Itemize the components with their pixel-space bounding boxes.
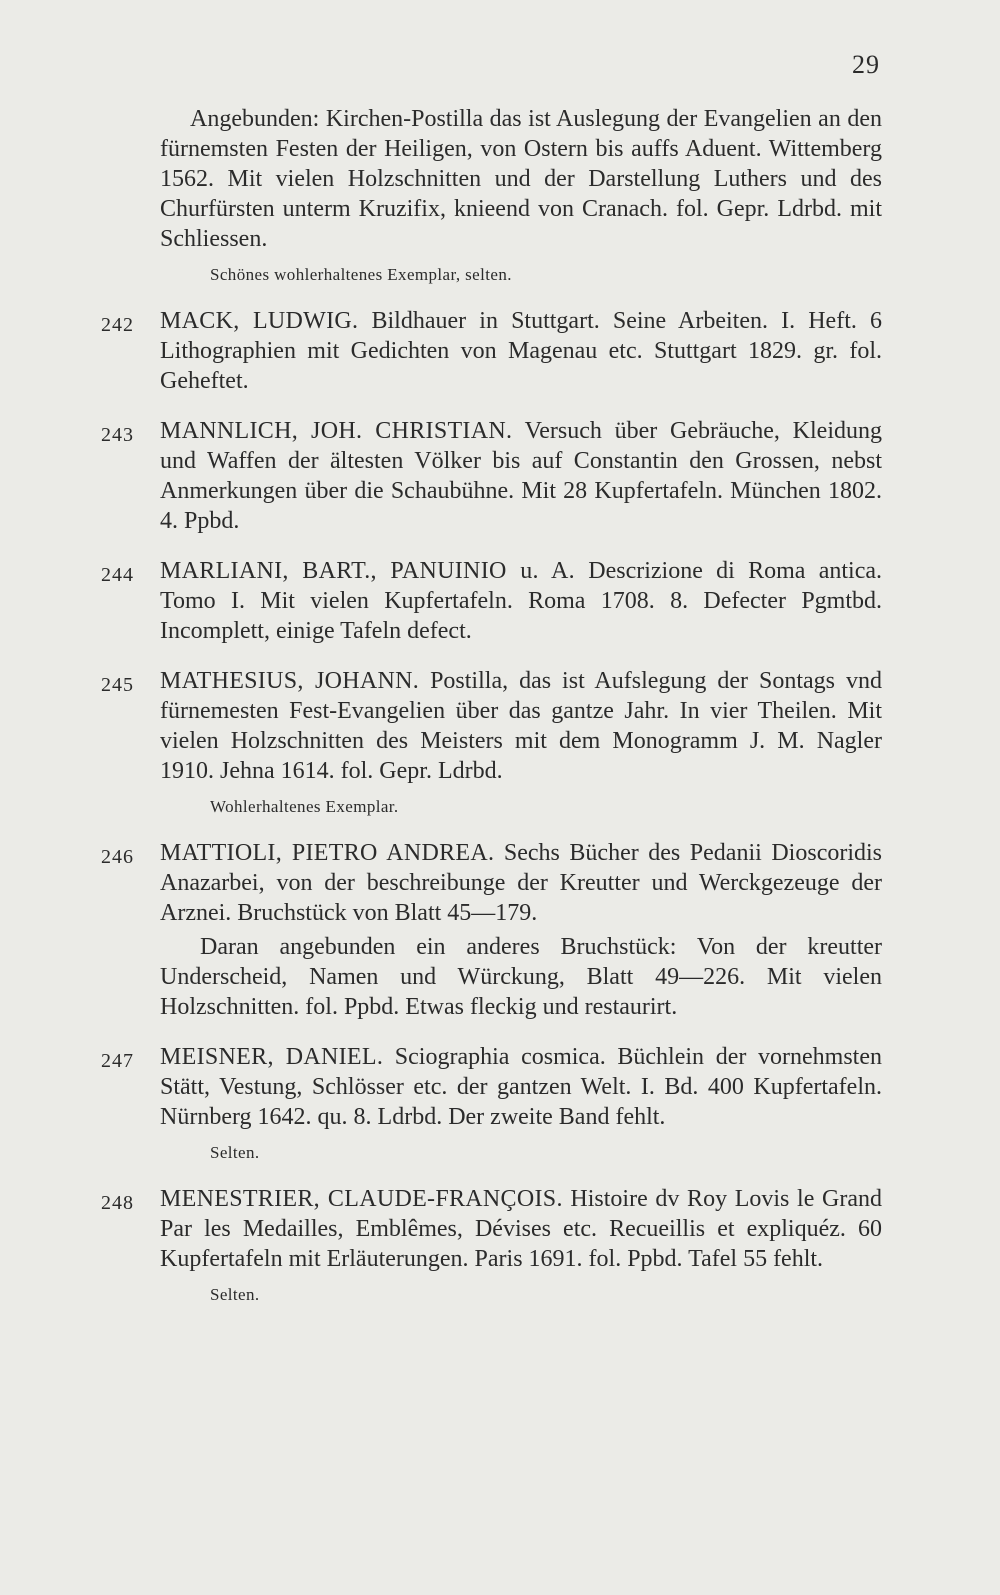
entry-body xyxy=(160,306,882,396)
intro-continuation xyxy=(160,104,882,286)
entry-description: Histoire dv Roy Lovis le Grand Par les Medailles, Emblêmes, Dévises etc. Recueillis et expliquéz. 60 Kupfertafeln mit Erläuterungen. Paris 1691. fol. Ppbd. Tafel 55 fehlt. xyxy=(160,1186,883,1272)
entry-heading: MATHESIUS, JOHANN. xyxy=(160,668,420,694)
intro-paragraph: Angebunden: Kirchen-Postilla das ist Auslegung der Evangelien an den fürnemsten Festen der Heiligen, von Ostern bis auffs Aduent. Wittemberg 1562. Mit vielen Holzschnitten und der Darstellung Luthers und des Churfürsten unterm Kruzifix, knieend von Cranach. fol. Gepr. Ldrbd. mit Schliessen. xyxy=(160,106,882,252)
page-content xyxy=(101,104,883,1306)
entry-body xyxy=(160,1042,882,1132)
entry-continuation: Daran angebunden ein anderes Bruchstück: Von der kreutter Underscheid, Namen und Würckung, Blatt 49—226. Mit vielen Holzschnitten. fol. Ppbd. Etwas fleckig und restaurirt. xyxy=(160,934,882,1020)
entry-list xyxy=(101,306,883,1306)
entry-description: Postilla, das ist Aufslegung der Sontags vnd fürnemesten Fest-Evangelien über das gantze Jahr. In vier Theilen. Mit vielen Holzschnitten des Meisters mit dem Monogramm J. M. Nagler 1910. Jehna 1614. fol. Gepr. Ldrbd. xyxy=(160,668,882,784)
entry-number: 243 xyxy=(101,424,134,446)
entry-body xyxy=(160,666,882,786)
entry-description: Descrizione di Roma antica. Tomo I. Mit vielen Kupfertafeln. Roma 1708. 8. Defecter Pgmtbd. Incomplett, einige Tafeln defect. xyxy=(160,558,882,644)
catalog-entry xyxy=(101,1184,883,1306)
catalog-entry xyxy=(101,1042,883,1164)
entry-number: 244 xyxy=(101,564,134,586)
entry-note: Selten. xyxy=(210,1143,260,1162)
entry-note: Selten. xyxy=(210,1285,260,1304)
catalog-entry xyxy=(101,838,883,1022)
entry-number: 242 xyxy=(101,314,134,336)
entry-heading: MARLIANI, BART., PANUINIO u. A. xyxy=(160,558,575,584)
entry-description: Versuch über Gebräuche, Kleidung und Waffen der ältesten Völker bis auf Constantin den Grossen, nebst Anmerkungen über die Schaubühne. Mit 28 Kupfertafeln. München 1802. 4. Ppbd. xyxy=(160,418,882,534)
entry-heading: MEISNER, DANIEL. xyxy=(160,1044,384,1070)
entry-description: Sechs Bücher des Pedanii Dioscoridis Anazarbei, von der beschreibunge der Kreutter und Werckgezeuge der Arznei. Bruchstück von Blatt 45—179. xyxy=(160,840,883,926)
entry-body xyxy=(160,838,882,928)
entry-heading: MATTIOLI, PIETRO ANDREA. xyxy=(160,840,495,866)
entry-body xyxy=(160,416,882,536)
entry-description: Bildhauer in Stuttgart. Seine Arbeiten. I. Heft. 6 Lithographien mit Gedichten von Magenau etc. Stuttgart 1829. gr. fol. Geheftet. xyxy=(160,308,883,394)
entry-number: 248 xyxy=(101,1192,134,1214)
entry-number: 247 xyxy=(101,1050,134,1072)
entry-body xyxy=(160,1184,882,1274)
entry-body xyxy=(160,556,882,646)
entry-note: Wohlerhaltenes Exemplar. xyxy=(210,797,399,816)
intro-note: Schönes wohlerhaltenes Exemplar, selten. xyxy=(210,265,512,284)
entry-heading: MANNLICH, JOH. CHRISTIAN. xyxy=(160,418,513,444)
page-number: 29 xyxy=(852,50,880,79)
entry-heading: MENESTRIER, CLAUDE-FRANÇOIS. xyxy=(160,1186,563,1212)
catalog-entry xyxy=(101,416,882,536)
entry-heading: MACK, LUDWIG. xyxy=(160,308,359,334)
catalog-entry xyxy=(101,306,883,396)
entry-number: 245 xyxy=(101,674,134,696)
entry-number: 246 xyxy=(101,846,134,868)
catalog-entry xyxy=(101,556,882,646)
catalog-entry xyxy=(101,666,882,818)
entry-description: Sciographia cosmica. Büchlein der vornehmsten Stätt, Vestung, Schlösser etc. der gantzen Welt. I. Bd. 400 Kupfertafeln. Nürnberg 1642. qu. 8. Ldrbd. Der zweite Band fehlt. xyxy=(160,1044,883,1130)
